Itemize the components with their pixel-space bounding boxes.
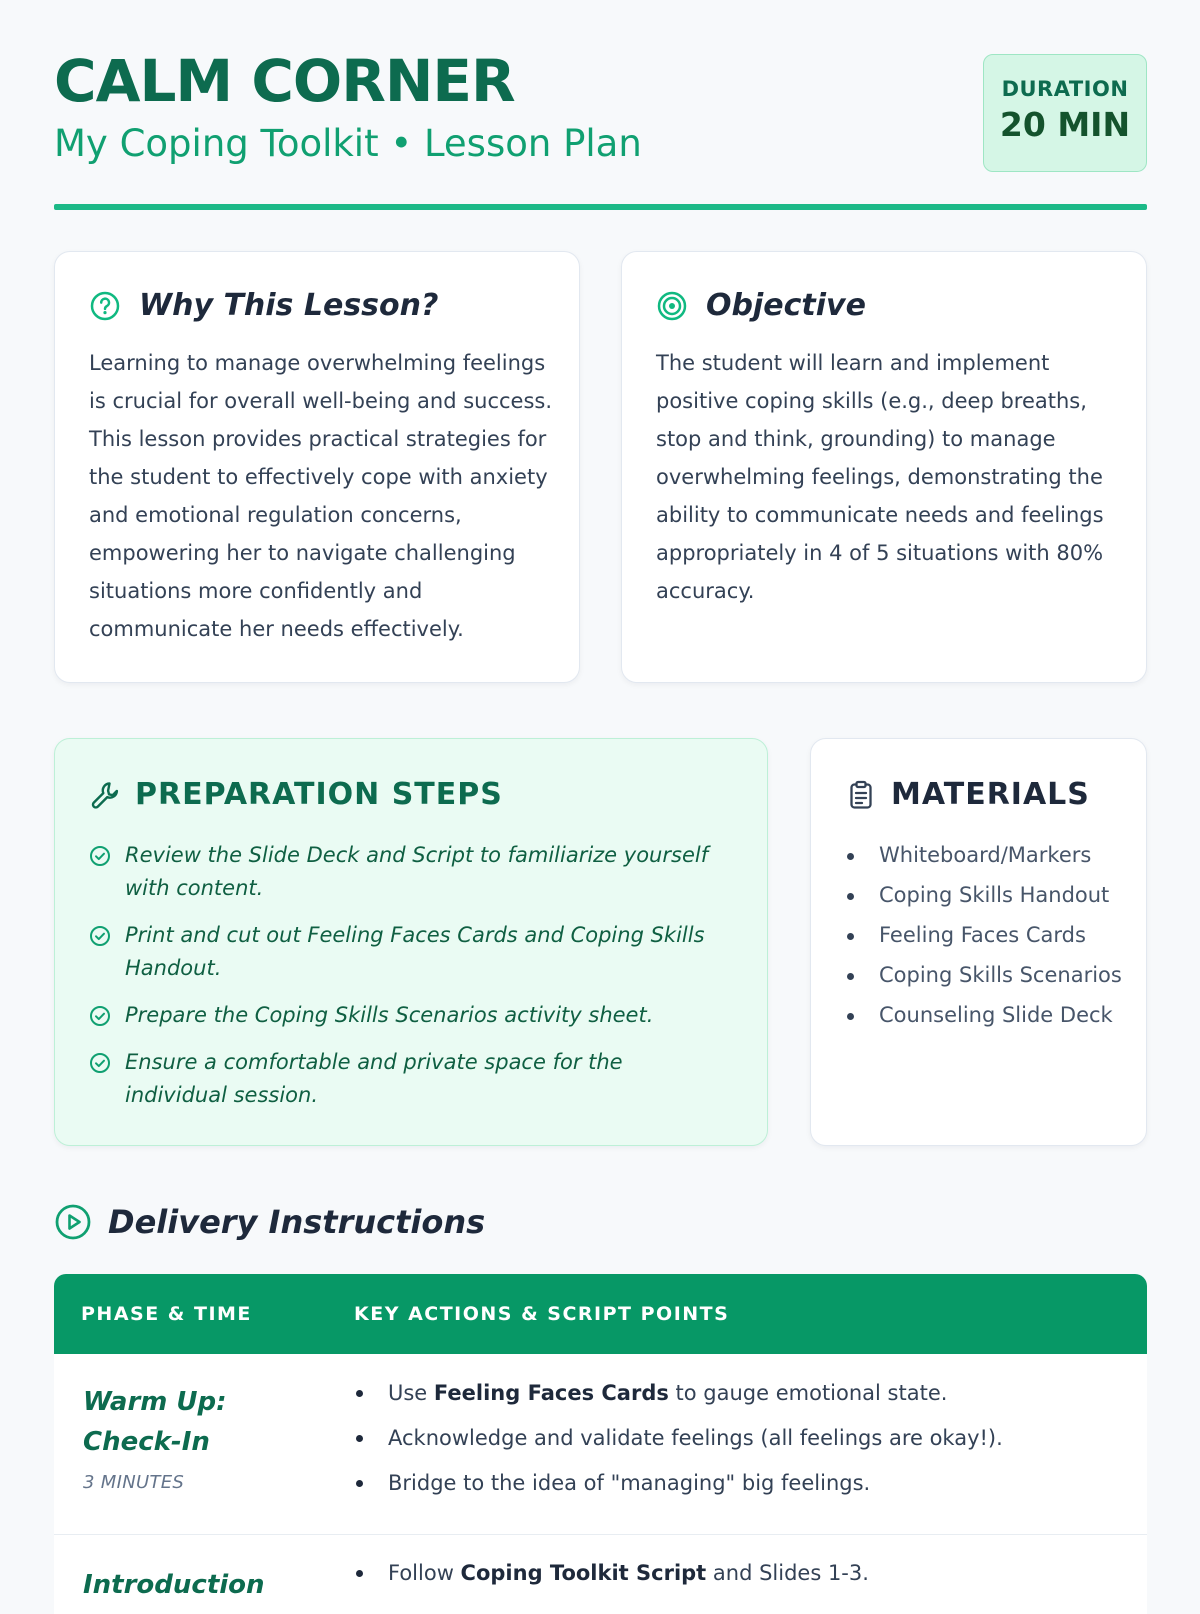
preparation-step-text: Prepare the Coping Skills Scenarios activity sheet. <box>125 1003 654 1027</box>
action-item: Follow Coping Toolkit Script and Slides 1-3. <box>354 1559 1114 1587</box>
preparation-step-text: Print and cut out Feeling Faces Cards and Coping Skills Handout. <box>125 923 705 980</box>
phase-name: Warm Up: Check-In <box>83 1387 227 1457</box>
materials-header <box>845 777 1090 812</box>
page-title: CALM CORNER <box>54 47 515 115</box>
action-item: Acknowledge and validate feelings (all feelings are okay!). <box>354 1424 1114 1452</box>
question-circle-icon <box>89 290 121 322</box>
preparation-header <box>89 777 503 812</box>
objective-card <box>621 251 1147 683</box>
action-list <box>354 1559 1114 1604</box>
column-header-phase: PHASE & TIME <box>81 1303 252 1325</box>
delivery-header <box>54 1203 485 1241</box>
materials-list <box>845 839 1135 1039</box>
duration-label: DURATION <box>1001 77 1129 101</box>
check-circle-icon <box>89 845 111 867</box>
preparation-step <box>89 839 729 905</box>
target-icon <box>656 290 688 322</box>
preparation-step-text: Review the Slide Deck and Script to familiarize yourself with content. <box>125 843 709 900</box>
preparation-step-text: Ensure a comfortable and private space for the individual session. <box>125 1050 623 1107</box>
check-circle-icon <box>89 925 111 947</box>
action-list <box>354 1379 1114 1514</box>
material-item: Coping Skills Scenarios <box>845 959 1135 992</box>
clipboard-icon <box>845 779 877 811</box>
action-item: Use Feeling Faces Cards to gauge emotional state. <box>354 1379 1114 1407</box>
materials-title: MATERIALS <box>891 777 1090 812</box>
objective-title: Objective <box>706 288 866 323</box>
table-row <box>54 1354 1147 1535</box>
delivery-table <box>54 1274 1147 1614</box>
material-item: Counseling Slide Deck <box>845 999 1135 1032</box>
action-item: Bridge to the idea of "managing" big feelings. <box>354 1469 1114 1497</box>
material-item: Feeling Faces Cards <box>845 919 1135 952</box>
material-item: Whiteboard/Markers <box>845 839 1135 872</box>
preparation-card <box>54 738 768 1146</box>
objective-header <box>656 288 866 323</box>
page-subtitle: My Coping Toolkit • Lesson Plan <box>54 122 642 165</box>
preparation-steps-list <box>89 839 729 1126</box>
preparation-step <box>89 1046 729 1112</box>
check-circle-icon <box>89 1005 111 1027</box>
check-circle-icon <box>89 1052 111 1074</box>
wrench-icon <box>89 779 121 811</box>
delivery-table-header <box>54 1274 1147 1354</box>
play-circle-icon <box>54 1203 92 1241</box>
objective-text: The student will learn and implement positive coping skills (e.g., deep breaths, stop and think, grounding) to manage overwhelming feelings, demonstrating the ability to communicate needs and feelings appropriately in 4 of 5 situations with 80% accuracy. <box>656 351 1104 603</box>
materials-card <box>810 738 1147 1146</box>
page-header <box>54 0 1147 212</box>
why-lesson-card <box>54 251 580 683</box>
lesson-plan-page <box>54 0 1147 1600</box>
phase-name: Introduction <box>83 1570 265 1600</box>
table-row <box>54 1535 1147 1614</box>
preparation-title: PREPARATION STEPS <box>135 777 503 812</box>
why-lesson-text: Learning to manage overwhelming feelings is crucial for overall well-being and success. This lesson provides practical strategies for the student to effectively cope with anxiety and emotional regulation concerns, empowering her to navigate challenging situations more confidently and communicate her needs effectively. <box>89 351 553 641</box>
phase-time: 3 MINUTES <box>83 1472 185 1493</box>
preparation-step <box>89 919 729 985</box>
why-lesson-header <box>89 288 438 323</box>
header-divider <box>54 204 1147 210</box>
duration-badge <box>983 54 1147 172</box>
delivery-title: Delivery Instructions <box>108 1203 486 1241</box>
material-item: Coping Skills Handout <box>845 879 1135 912</box>
why-lesson-title: Why This Lesson? <box>139 288 439 323</box>
column-header-actions: KEY ACTIONS & SCRIPT POINTS <box>354 1303 730 1325</box>
duration-value: 20 MIN <box>999 105 1131 144</box>
preparation-step <box>89 999 729 1032</box>
